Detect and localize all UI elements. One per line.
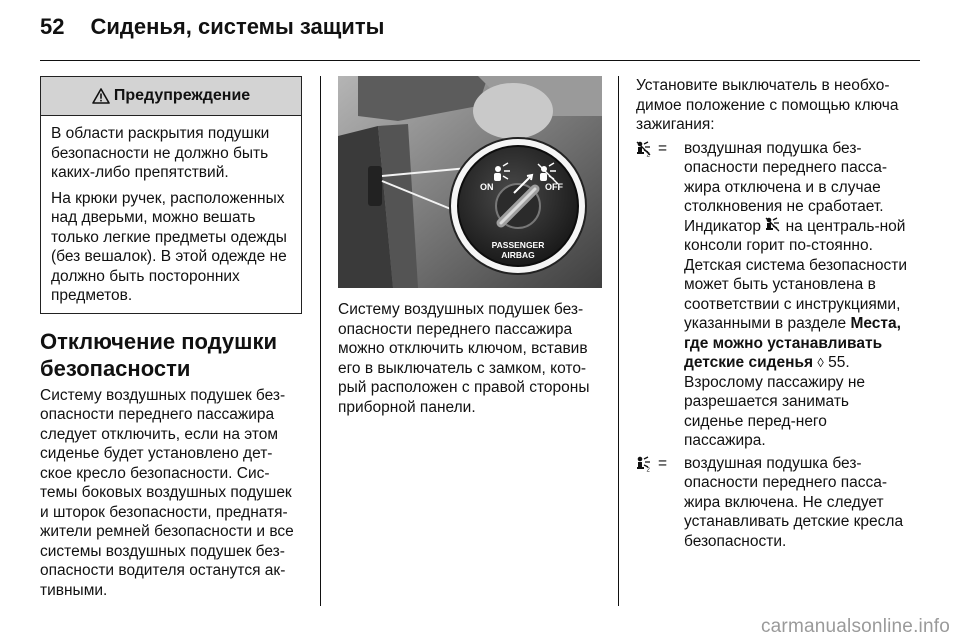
- warning-header: [41, 77, 301, 116]
- airbag-off-icon: [636, 141, 652, 157]
- airbag-switch-photo: [338, 76, 602, 288]
- label-on: ON: [480, 182, 494, 192]
- warning-title: Предупреждение: [113, 87, 251, 105]
- equals-sign: =: [658, 454, 668, 472]
- middle-column: [338, 76, 602, 417]
- warning-paragraph-1: В области раскрытия подушки безопасности не должно быть каких-либо препятствий.: [51, 125, 270, 181]
- right-column: [636, 76, 908, 551]
- warning-box: [40, 76, 302, 314]
- header-divider: [40, 60, 920, 61]
- cross-reference-link[interactable]: Места, где можно устанавливать детские сиденья: [684, 315, 901, 371]
- airbag-switch-illustration: [338, 76, 602, 288]
- airbag-off-text-3: . Взрослому пассажиру не разрешается занимать сиденье перед-него пассажира.: [684, 354, 866, 449]
- figure-caption: Систему воздушных подушек без-опасности переднего пассажира можно отключить ключом, вставив его в выключатель с замком, кото-рый расположен с правой стороны приборной панели.: [338, 301, 590, 416]
- svg-text:2: 2: [646, 152, 650, 157]
- section-heading: Отключение подушки безопасности: [40, 328, 278, 381]
- airbag-off-text-2: на централь-ной консоли горит по-стоянно. Детская система безопасности может быть установлена в соответствии с инструкциями, указанными в разделе: [684, 217, 907, 332]
- column-divider-2: [618, 76, 619, 606]
- airbag-on-icon: [636, 456, 652, 472]
- equals-sign: =: [658, 139, 668, 157]
- airbag-off-definition: [636, 139, 908, 451]
- page-header: [40, 14, 384, 46]
- warning-body: [41, 116, 301, 313]
- airbag-off-text: [684, 139, 908, 451]
- label-passenger: PASSENGER: [491, 240, 545, 250]
- page-title: Сиденья, системы защиты: [90, 14, 385, 39]
- airbag-off-indicator-icon: [765, 217, 781, 233]
- section-body: Систему воздушных подушек без-опасности переднего пассажира следует отключить, если на этом сиденье будет установлено дет-ское кресло безопасности. Сис-темы боковых воздушных подушек и шторок безопасности, преднатя-жители ремней безопасности и все системы воздушных подушек без-опасности водителя останутся ак-тивными.: [40, 386, 294, 599]
- airbag-on-text: воздушная подушка без-опасности переднего пасса-жира включена. Не следует устанавливать детские кресла безопасности.: [684, 454, 904, 550]
- left-column: [40, 76, 302, 600]
- page-number: 52: [40, 14, 65, 39]
- airbag-on-definition: [636, 454, 908, 552]
- instruction-intro: Установите выключатель в необхо-димое положение с помощью ключа зажигания:: [636, 77, 899, 133]
- page-ref-arrow: ◊: [817, 355, 824, 370]
- airbag-off-text-1: воздушная подушка без-опасности переднего пасса-жира отключена и в случае столкновения не сработает. Индикатор: [684, 139, 888, 235]
- column-divider-1: [320, 76, 321, 606]
- label-airbag: AIRBAG: [501, 250, 535, 260]
- page-ref-number[interactable]: 55: [828, 354, 846, 371]
- label-off: OFF: [545, 182, 563, 192]
- warning-triangle-icon: [92, 88, 110, 104]
- warning-paragraph-2: На крюки ручек, расположенных над дверьми, можно вешать только легкие предметы одежды (без вешалок). В этой одежде не должно быть посторонних предметов.: [51, 189, 287, 304]
- watermark: carmanualsonline.info: [760, 616, 950, 637]
- svg-text:2: 2: [646, 467, 650, 472]
